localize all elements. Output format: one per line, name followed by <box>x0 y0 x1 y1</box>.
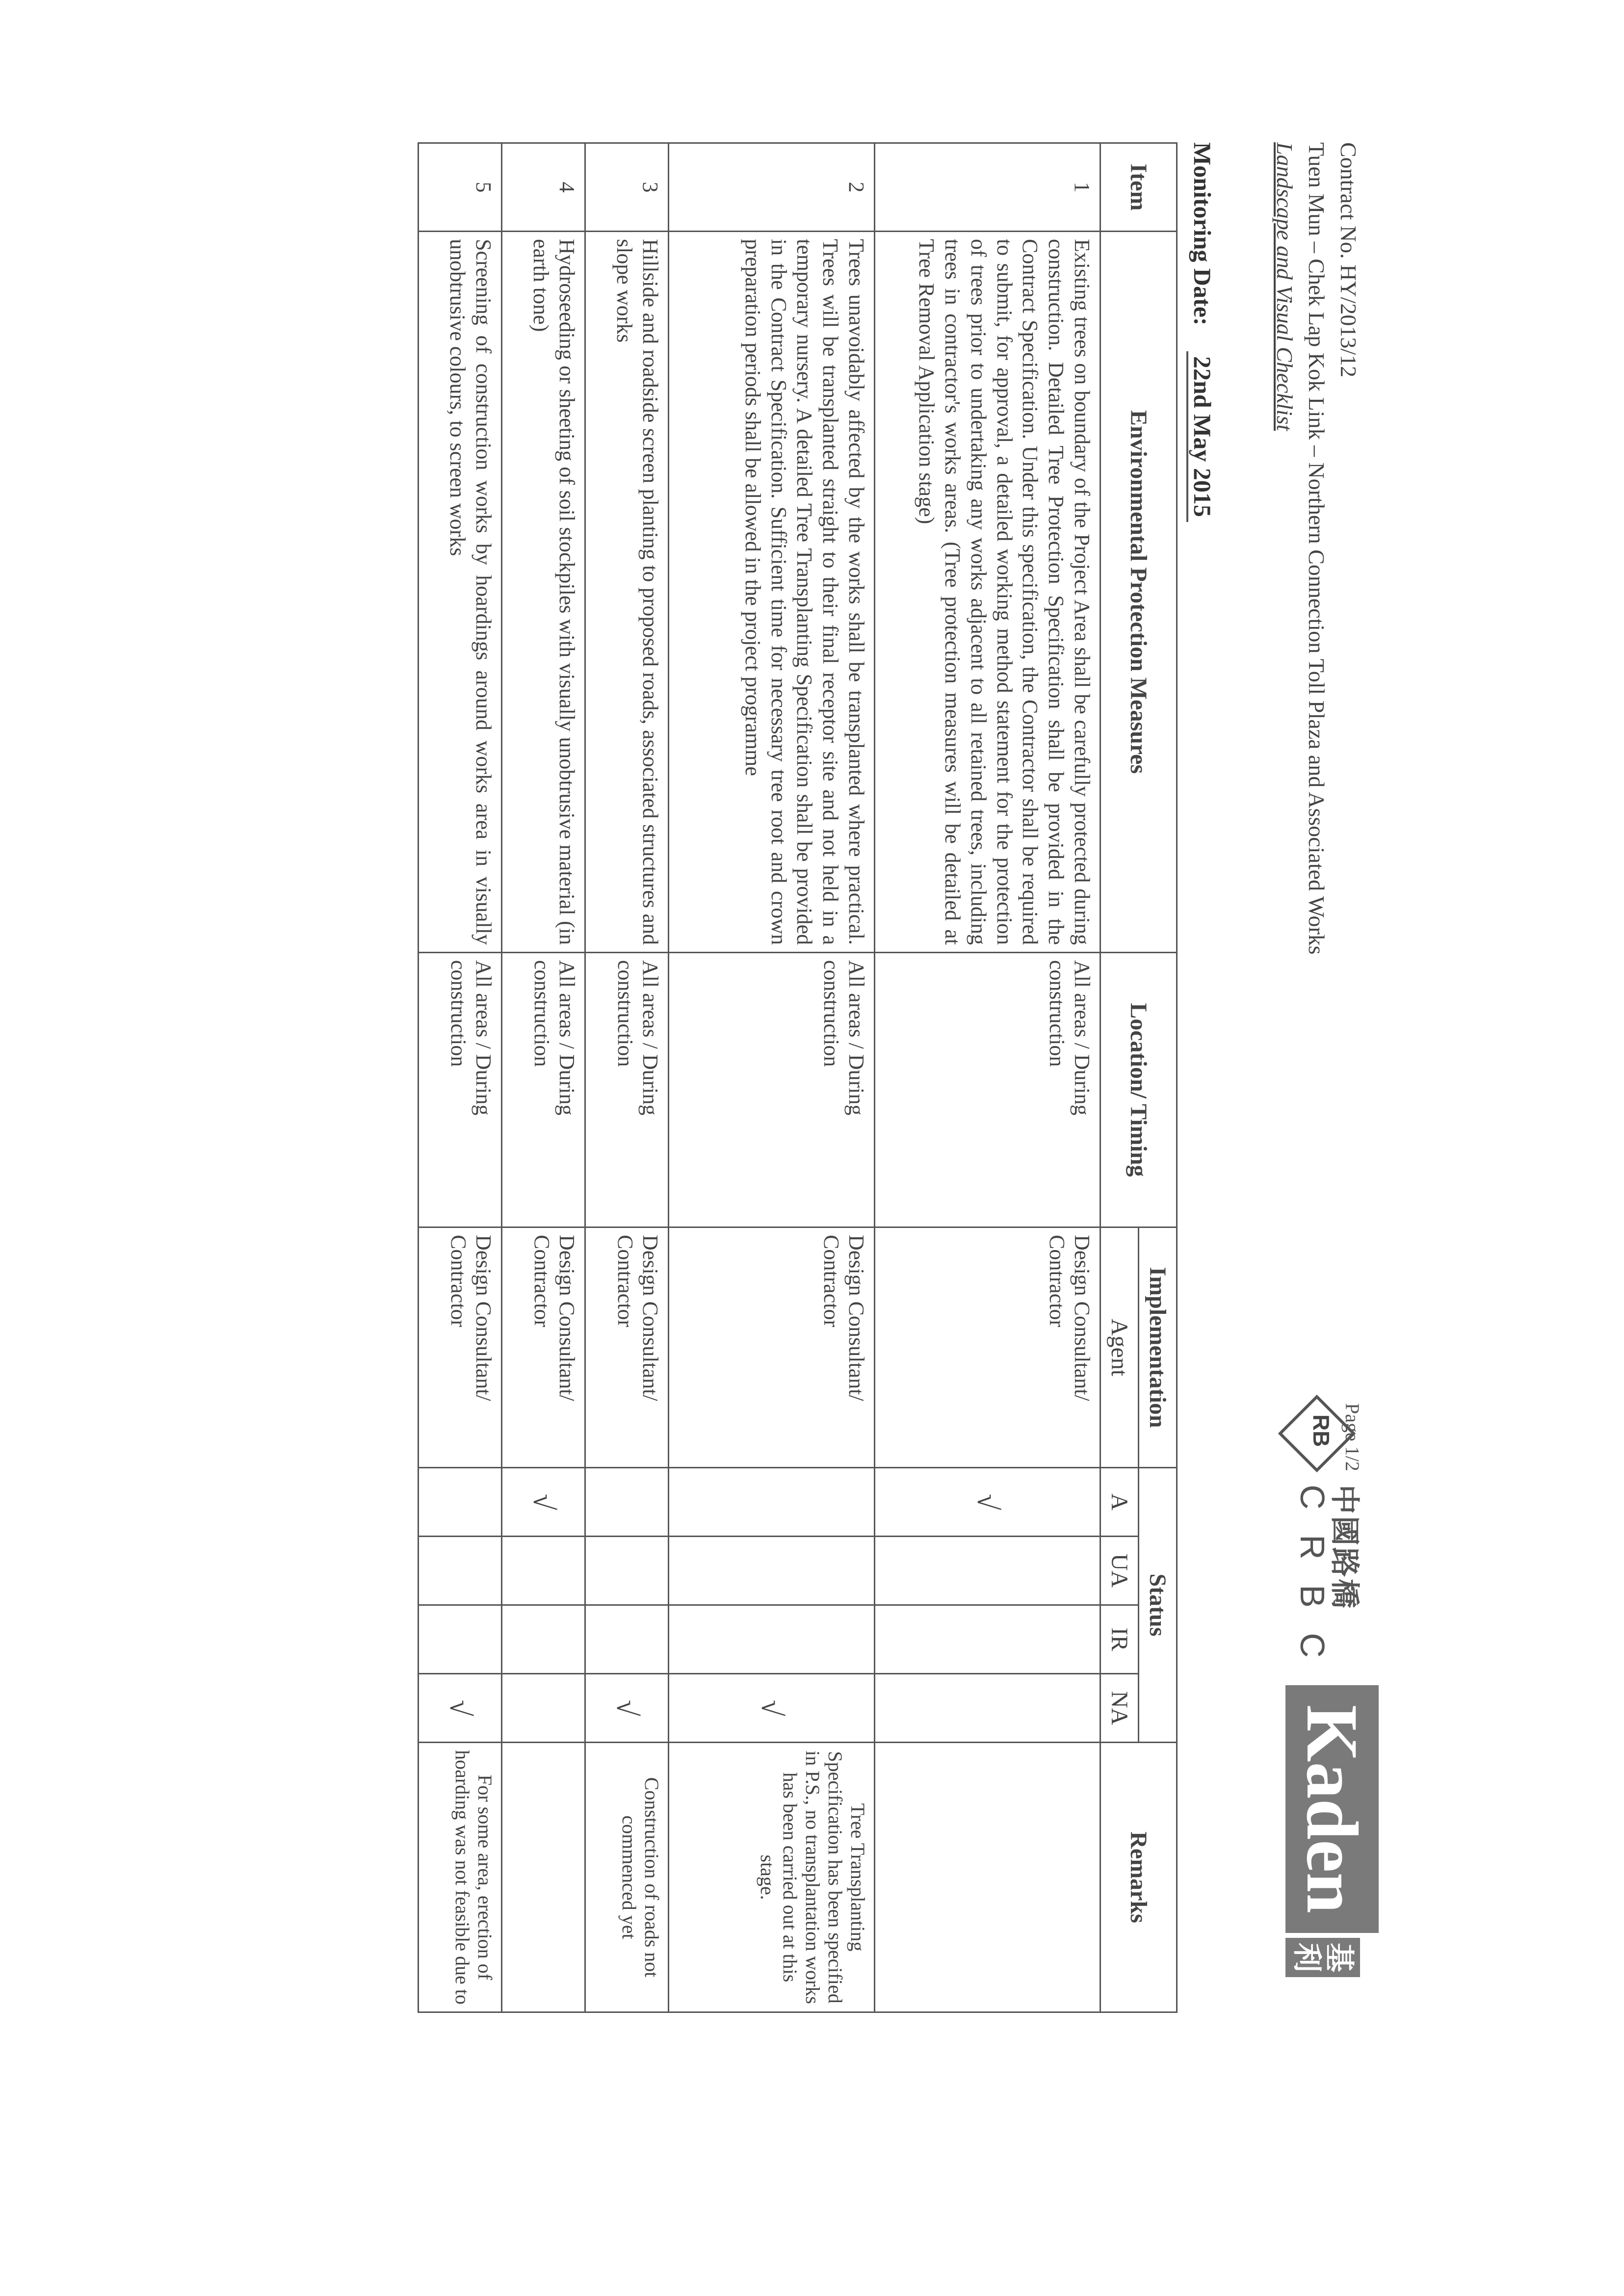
status-a <box>419 1468 502 1537</box>
header-status-ua: UA <box>1100 1537 1139 1605</box>
status-a <box>669 1468 875 1537</box>
header-location: Location/ Timing <box>1100 953 1177 1227</box>
status-na <box>502 1674 585 1743</box>
checklist-table <box>418 142 1178 2013</box>
kaden-logo: Kaden 基 利 <box>1285 1685 1379 1977</box>
table-row <box>502 143 585 2012</box>
status-a: √ <box>502 1468 585 1537</box>
implementation-agent: Design Consultant/ Contractor <box>585 1227 669 1468</box>
item-number: 3 <box>585 143 669 232</box>
measure-text: Existing trees on boundary of the Project Area shall be carefully protected during construction. Detailed Tree Protection Specification shall be provided in the Contract Specification. Under this specification, the Contractor shall be required to submit, for approval, a detailed working method statement for the protection of trees prior to undertaking any works adjacent to all retained trees, including trees in contractor's works areas. (Tree protection measures will be detailed at Tree Removal Application stage) <box>875 232 1100 953</box>
status-ua <box>419 1537 502 1605</box>
implementation-agent: Design Consultant/ Contractor <box>502 1227 585 1468</box>
measure-text: Screening of construction works by hoardings around works area in visually unobtrusive colours, to screen works <box>419 232 502 953</box>
table-row <box>419 143 502 2012</box>
landscape-content <box>343 142 1492 2011</box>
header-measures: Environmental Protection Measures <box>1100 232 1177 953</box>
header-status-na: NA <box>1100 1674 1139 1743</box>
logo-group <box>1285 1396 1492 1977</box>
measure-text: Hillside and roadside screen planting to proposed roads, associated structures and slope works <box>585 232 669 953</box>
status-ir <box>585 1605 669 1674</box>
location-timing: All areas / During construction <box>419 953 502 1227</box>
location-timing: All areas / During construction <box>875 953 1100 1227</box>
header-agent: Agent <box>1100 1227 1139 1468</box>
remarks: For some area, erection of hoarding was not feasible due to <box>419 1743 502 2012</box>
table-row <box>669 143 875 2012</box>
status-ua <box>502 1537 585 1605</box>
remarks: Tree Transplanting Specification has been specified in P.S., no transplantation works has been carried out at this stage. <box>669 1743 875 2012</box>
status-a <box>585 1468 669 1537</box>
status-ir <box>502 1605 585 1674</box>
remarks <box>875 1743 1100 2012</box>
project-title: Tuen Mun – Chek Lap Kok Link – Northern Connection Toll Plaza and Associated Works <box>1304 142 1329 955</box>
status-ir <box>875 1605 1100 1674</box>
status-ua <box>585 1537 669 1605</box>
location-timing: All areas / During construction <box>502 953 585 1227</box>
location-timing: All areas / During construction <box>585 953 669 1227</box>
status-na <box>875 1674 1100 1743</box>
header-item: Item <box>1100 143 1177 232</box>
remarks <box>502 1743 585 2012</box>
rb-logo-icon: RB <box>1285 1396 1354 1465</box>
status-ir <box>419 1605 502 1674</box>
measure-text: Hydroseeding or sheeting of soil stockpiles with visually unobtrusive material (in earth tone) <box>502 232 585 953</box>
status-ir <box>669 1605 875 1674</box>
table-header-row <box>1139 143 1177 2012</box>
status-ua <box>875 1537 1100 1605</box>
header-status-a: A <box>1100 1468 1139 1537</box>
status-na: √ <box>419 1674 502 1743</box>
header-status-ir: IR <box>1100 1605 1139 1674</box>
header-implementation: Implementation <box>1139 1227 1177 1468</box>
header-status: Status <box>1139 1468 1177 1743</box>
monitoring-date-label: Monitoring Date: <box>1189 142 1216 326</box>
status-na: √ <box>669 1674 875 1743</box>
implementation-agent: Design Consultant/ Contractor <box>875 1227 1100 1468</box>
table-row <box>585 143 669 2012</box>
page-header <box>1272 142 1492 2011</box>
crbc-logo: 中國路橋 C R B C <box>1293 1485 1361 1666</box>
monitoring-date <box>1186 142 1217 522</box>
page-number: Page 1/2 <box>1341 1403 1363 1471</box>
item-number: 2 <box>669 143 875 232</box>
item-number: 1 <box>875 143 1100 232</box>
contract-number: Contract No. HY/2013/12 <box>1336 142 1361 378</box>
table-row <box>875 143 1100 2012</box>
document-title: Landscape and Visual Checklist <box>1272 142 1297 431</box>
status-na: √ <box>585 1674 669 1743</box>
location-timing: All areas / During construction <box>669 953 875 1227</box>
implementation-agent: Design Consultant/ Contractor <box>669 1227 875 1468</box>
measure-text: Trees unavoidably affected by the works shall be transplanted where practical. Trees will be transplanted straight to their final receptor site and not held in a temporary nursery. A detailed Tree Transplanting Specification shall be provided in the Contract Specification. Sufficient time for necessary tree root and crown preparation periods shall be allowed in the project programme <box>669 232 875 953</box>
monitoring-date-value: 22nd May 2015 <box>1186 351 1217 522</box>
header-remarks: Remarks <box>1100 1743 1177 2012</box>
status-a: √ <box>875 1468 1100 1537</box>
item-number: 5 <box>419 143 502 232</box>
implementation-agent: Design Consultant/ Contractor <box>419 1227 502 1468</box>
remarks: Construction of roads not commenced yet <box>585 1743 669 2012</box>
item-number: 4 <box>502 143 585 232</box>
status-ua <box>669 1537 875 1605</box>
